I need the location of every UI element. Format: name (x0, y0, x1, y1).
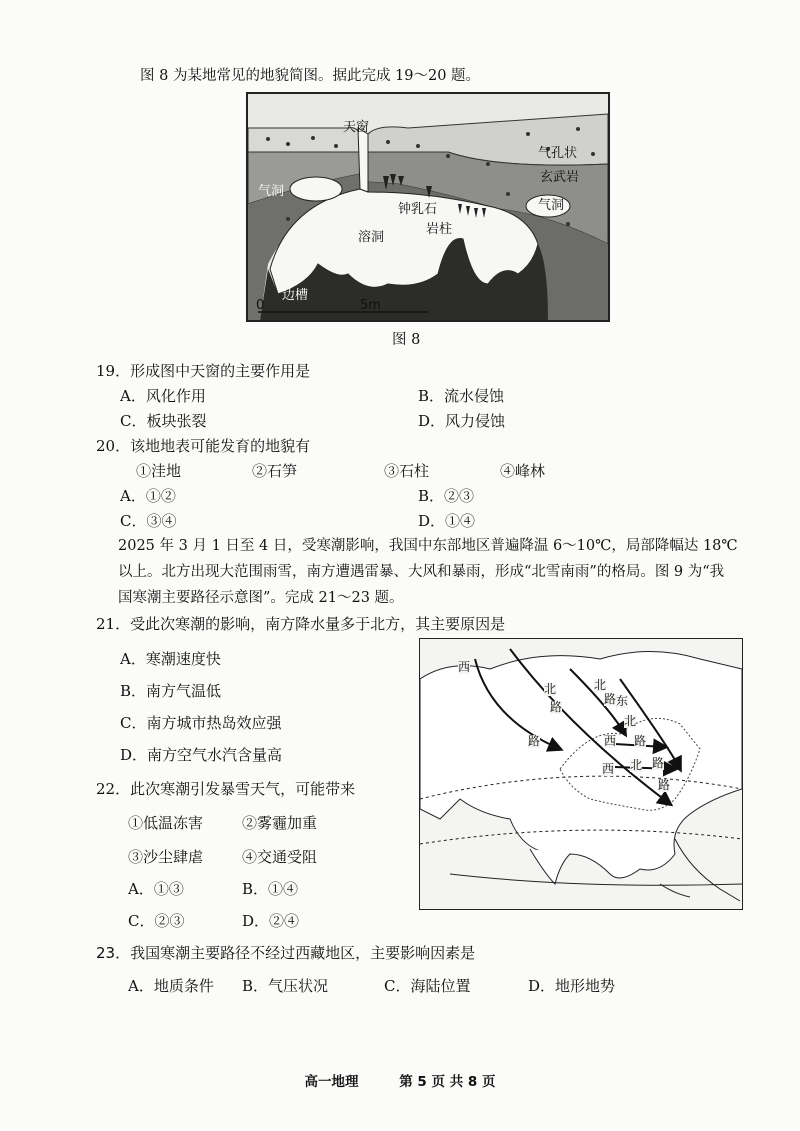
label-side-groove: 边槽 (282, 288, 309, 303)
q21-option-b[interactable]: B．南方气温低 (120, 682, 222, 700)
fig8-intro: 图 8 为某地常见的地貌简图。据此完成 19～20 题。 (140, 68, 481, 84)
q21-option-d[interactable]: D．南方空气水汽含量高 (120, 746, 283, 764)
q21-option-a[interactable]: A．寒潮速度快 (120, 650, 221, 668)
footer-subject: 高一地理 (304, 1074, 359, 1090)
q19-option-b[interactable]: B．流水侵蚀 (418, 387, 505, 405)
figure-8-cave-diagram (246, 92, 610, 322)
q22-item-2: ②雾霾加重 (242, 814, 318, 832)
q19-option-c[interactable]: C．板块张裂 (120, 412, 207, 430)
map-label-lu-3: 路 (604, 692, 617, 706)
q22-option-b[interactable]: B．①④ (242, 880, 299, 898)
label-cave: 溶洞 (358, 230, 385, 245)
q23-option-d[interactable]: D．地形地势 (528, 977, 616, 995)
map-label-lu-4: 路 (634, 734, 647, 748)
q20-option-d[interactable]: D．①④ (418, 512, 476, 530)
q22-item-4: ④交通受阻 (242, 848, 318, 866)
label-gas-hole-right: 气洞 (538, 198, 565, 213)
q21-option-c[interactable]: C．南方城市热岛效应强 (120, 714, 282, 732)
label-basalt: 玄武岩 (540, 170, 580, 185)
q19-option-a[interactable]: A．风化作用 (120, 387, 206, 405)
asia-map (420, 639, 742, 909)
q20-stem: 20．该地地表可能发育的地貌有 (96, 437, 311, 455)
q23-option-b[interactable]: B．气压状况 (242, 977, 329, 995)
label-skylight: 天窗 (343, 120, 370, 135)
map-label-xi-3: 西 (602, 762, 615, 776)
map-label-lu-6: 路 (658, 778, 671, 792)
q22-item-3: ③沙尘肆虐 (128, 848, 204, 866)
q22-stem: 22．此次寒潮引发暴雪天气，可能带来 (96, 780, 356, 798)
label-rock-pillar: 岩柱 (426, 222, 453, 237)
q22-option-c[interactable]: C．②③ (128, 912, 185, 930)
q23-option-c[interactable]: C．海陆位置 (384, 977, 471, 995)
q20-item-3: ③石柱 (384, 462, 430, 480)
label-stalactite: 钟乳石 (398, 202, 438, 217)
map-label-lu-1: 路 (550, 700, 563, 714)
q23-option-a[interactable]: A．地质条件 (128, 977, 214, 995)
map-label-dong: 东 (616, 694, 629, 708)
label-vesicular: 气孔状 (538, 146, 578, 161)
fig8-caption: 图 8 (392, 332, 421, 348)
map-label-bei-3: 北 (624, 714, 637, 728)
page-footer (0, 1070, 800, 1090)
map-label-lu-5: 路 (652, 756, 665, 770)
map-label-xi-1: 西 (458, 660, 471, 674)
map-label-bei-1: 北 (544, 682, 557, 696)
q20-option-a[interactable]: A．①② (120, 487, 176, 505)
map-label-bei-4: 北 (630, 758, 643, 772)
q22-option-d[interactable]: D．②④ (242, 912, 300, 930)
q19-stem: 19．形成图中天窗的主要作用是 (96, 362, 311, 380)
scale-5m: 5m (360, 298, 381, 313)
cold-wave-passage: 2025 年 3 月 1 日至 4 日，受寒潮影响，我国中东部地区普遍降温 6～10℃，局部降幅达 18℃以上。北方出现大范围雨雪，南方遭遇雷暴、大风和暴雨，形成“北雪南雨”的格局。图 9 为“我国寒潮主要路径示意图”。完成 21～23 题。 (118, 538, 738, 606)
q21-stem: 21．受此次寒潮的影响，南方降水量多于北方，其主要原因是 (96, 615, 506, 633)
map-label-bei-2: 北 (594, 678, 607, 692)
q20-item-1: ①洼地 (136, 462, 182, 480)
label-gas-hole-left: 气洞 (258, 184, 285, 199)
map-label-xi-2: 西 (604, 734, 617, 748)
q19-option-d[interactable]: D．风力侵蚀 (418, 412, 506, 430)
q22-option-a[interactable]: A．①③ (128, 880, 184, 898)
q20-item-4: ④峰林 (500, 462, 546, 480)
q20-option-c[interactable]: C．③④ (120, 512, 177, 530)
footer-page-number: 第 5 页 共 8 页 (399, 1074, 496, 1090)
figure-9-cold-wave-map (419, 638, 743, 910)
q23-stem: 23．我国寒潮主要路径不经过西藏地区，主要影响因素是 (96, 944, 476, 962)
map-label-lu-2: 路 (528, 734, 541, 748)
q20-option-b[interactable]: B．②③ (418, 487, 475, 505)
q22-item-1: ①低温冻害 (128, 814, 204, 832)
scale-zero: 0 (256, 298, 265, 313)
q20-item-2: ②石笋 (252, 462, 298, 480)
